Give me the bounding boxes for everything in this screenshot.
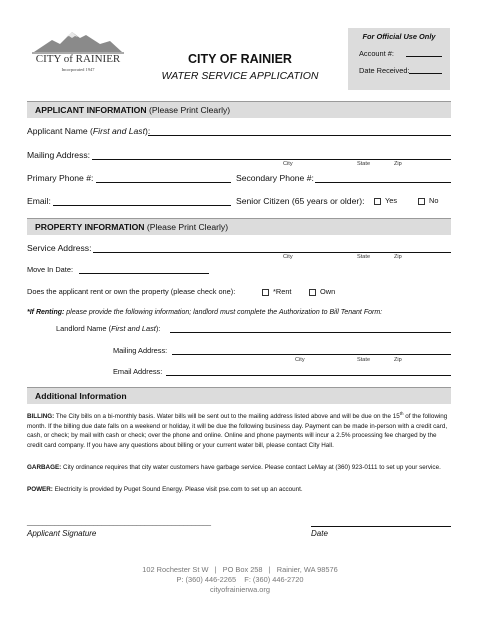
signature-label: Applicant Signature bbox=[27, 529, 97, 538]
landlord-email-label: Email Address: bbox=[113, 367, 163, 376]
landlord-mailing-label: Mailing Address: bbox=[113, 346, 168, 355]
signature-line[interactable]: _______________________________________________ bbox=[27, 517, 211, 526]
landlord-text: Landlord Name ( bbox=[56, 324, 112, 333]
service-address-label: Service Address: bbox=[27, 243, 92, 253]
applicant-heading: APPLICANT INFORMATION bbox=[35, 105, 147, 115]
mountain-logo-icon bbox=[30, 28, 126, 54]
senior-no-checkbox[interactable] bbox=[418, 198, 425, 205]
own-checkbox[interactable] bbox=[309, 289, 316, 296]
landlord-email-field[interactable] bbox=[166, 375, 451, 376]
footer-phone: P: (360) 446-2265 F: (360) 446-2720 bbox=[176, 575, 304, 584]
garbage-text: City ordinance requires that city water customers have garbage service. Please contact LeMay at (360) 923-0111 to set up your service. bbox=[61, 464, 441, 471]
date-label: Date bbox=[311, 529, 328, 538]
applicant-name-end: ): bbox=[144, 126, 151, 136]
property-heading: PROPERTY INFORMATION bbox=[35, 222, 145, 232]
property-heading-note: (Please Print Clearly) bbox=[146, 222, 229, 232]
official-use-title: For Official Use Only bbox=[362, 32, 436, 41]
renting-instructions bbox=[27, 309, 457, 316]
own-label: Own bbox=[320, 287, 336, 296]
applicant-name-field[interactable] bbox=[148, 135, 451, 136]
date-field[interactable] bbox=[311, 526, 451, 527]
senior-yes-checkbox[interactable] bbox=[374, 198, 381, 205]
applicant-heading-note: (Please Print Clearly) bbox=[148, 105, 231, 115]
senior-no-label: No bbox=[429, 196, 439, 205]
landlord-city-caption: City bbox=[295, 357, 305, 363]
service-city-caption: City bbox=[283, 254, 293, 260]
page-subtitle: WATER SERVICE APPLICATION bbox=[161, 70, 319, 82]
service-address-field[interactable] bbox=[93, 252, 451, 253]
mailing-city-caption: City bbox=[283, 161, 293, 167]
date-received-field[interactable] bbox=[409, 73, 442, 74]
move-in-date-label: Move In Date: bbox=[27, 265, 74, 274]
billing-text-b: of the following month. If the billing due date falls on a weekend or holiday, it will be due the following business day. Payment can be made in-person with a credit card, cash, or check; by mail with cash or check; over the phone and online. Online and phone payments will incur a 2.5% processing fee charged by the credit card company. If you have any questions about billing or your current water bill, please contact City Hall. bbox=[27, 413, 448, 449]
mailing-address-label: Mailing Address: bbox=[27, 150, 91, 160]
landlord-mailing-field[interactable] bbox=[172, 354, 451, 355]
date-received-label: Date Received: bbox=[359, 66, 410, 75]
page-title: CITY OF RAINIER bbox=[188, 52, 292, 66]
senior-citizen-label: Senior Citizen (65 years or older): bbox=[236, 196, 365, 206]
power-text: Electricity is provided by Puget Sound Energy. Please visit pse.com to set up an account. bbox=[52, 486, 303, 493]
billing-sup: th bbox=[399, 411, 404, 416]
service-state-caption: State bbox=[357, 254, 371, 260]
billing-label: BILLING: bbox=[27, 413, 55, 421]
footer-address: 102 Rochester St W | PO Box 258 | Rainier, WA 98576 bbox=[142, 565, 338, 574]
service-zip-caption: Zip bbox=[394, 254, 402, 260]
applicant-section-header bbox=[27, 101, 451, 118]
account-field[interactable] bbox=[406, 56, 442, 57]
primary-phone-field[interactable] bbox=[96, 182, 231, 183]
own-option[interactable] bbox=[309, 287, 335, 296]
rent-option[interactable] bbox=[262, 287, 292, 296]
renting-text: please provide the following information; landlord must complete the Authorization to Bill Tenant Form: bbox=[64, 309, 383, 316]
primary-phone-label: Primary Phone #: bbox=[27, 173, 94, 183]
garbage-paragraph bbox=[27, 463, 451, 473]
move-in-date-field[interactable] bbox=[79, 273, 209, 274]
landlord-zip-caption: Zip bbox=[394, 357, 402, 363]
mailing-address-field[interactable] bbox=[92, 159, 451, 160]
additional-section-header bbox=[27, 387, 451, 404]
email-label: Email: bbox=[27, 196, 51, 206]
account-label: Account #: bbox=[359, 49, 394, 58]
garbage-label: GARBAGE: bbox=[27, 464, 62, 471]
power-label: POWER: bbox=[27, 486, 53, 493]
power-paragraph bbox=[27, 485, 451, 495]
applicant-name-text: Applicant Name ( bbox=[27, 126, 93, 136]
billing-text-a: The City bills on a bi-monthly basis. Water bills will be sent out to the mailing address listed above and will be due on the 15 bbox=[54, 413, 400, 421]
renting-bold: *If Renting: bbox=[27, 309, 65, 316]
senior-yes-label: Yes bbox=[385, 196, 398, 205]
mailing-state-caption: State bbox=[357, 161, 371, 167]
mailing-zip-caption: Zip bbox=[394, 161, 402, 167]
secondary-phone-label: Secondary Phone #: bbox=[236, 173, 314, 183]
additional-heading: Additional Information bbox=[35, 391, 127, 401]
landlord-name-field[interactable] bbox=[170, 332, 451, 333]
rent-own-question: Does the applicant rent or own the property (please check one): bbox=[27, 287, 236, 296]
email-field[interactable] bbox=[53, 205, 231, 206]
landlord-name-label bbox=[56, 324, 160, 333]
property-section-header bbox=[27, 218, 451, 235]
landlord-italic: First and Last bbox=[111, 324, 156, 333]
secondary-phone-field[interactable] bbox=[315, 182, 451, 183]
footer-website[interactable]: cityofrainierwa.org bbox=[210, 585, 270, 594]
official-use-box bbox=[348, 28, 450, 90]
senior-no-option[interactable] bbox=[418, 196, 438, 205]
city-logo bbox=[30, 28, 126, 76]
landlord-state-caption: State bbox=[357, 357, 371, 363]
landlord-end: ): bbox=[155, 324, 161, 333]
rent-checkbox[interactable] bbox=[262, 289, 269, 296]
rent-label: *Rent bbox=[273, 287, 292, 296]
applicant-name-label bbox=[27, 126, 150, 136]
logo-city-name: CITY of RAINIER bbox=[35, 53, 121, 65]
applicant-name-italic: First and Last bbox=[92, 126, 145, 136]
senior-yes-option[interactable] bbox=[374, 196, 397, 205]
billing-paragraph bbox=[27, 409, 451, 450]
logo-incorporated: Incorporated 1947 bbox=[61, 67, 95, 72]
